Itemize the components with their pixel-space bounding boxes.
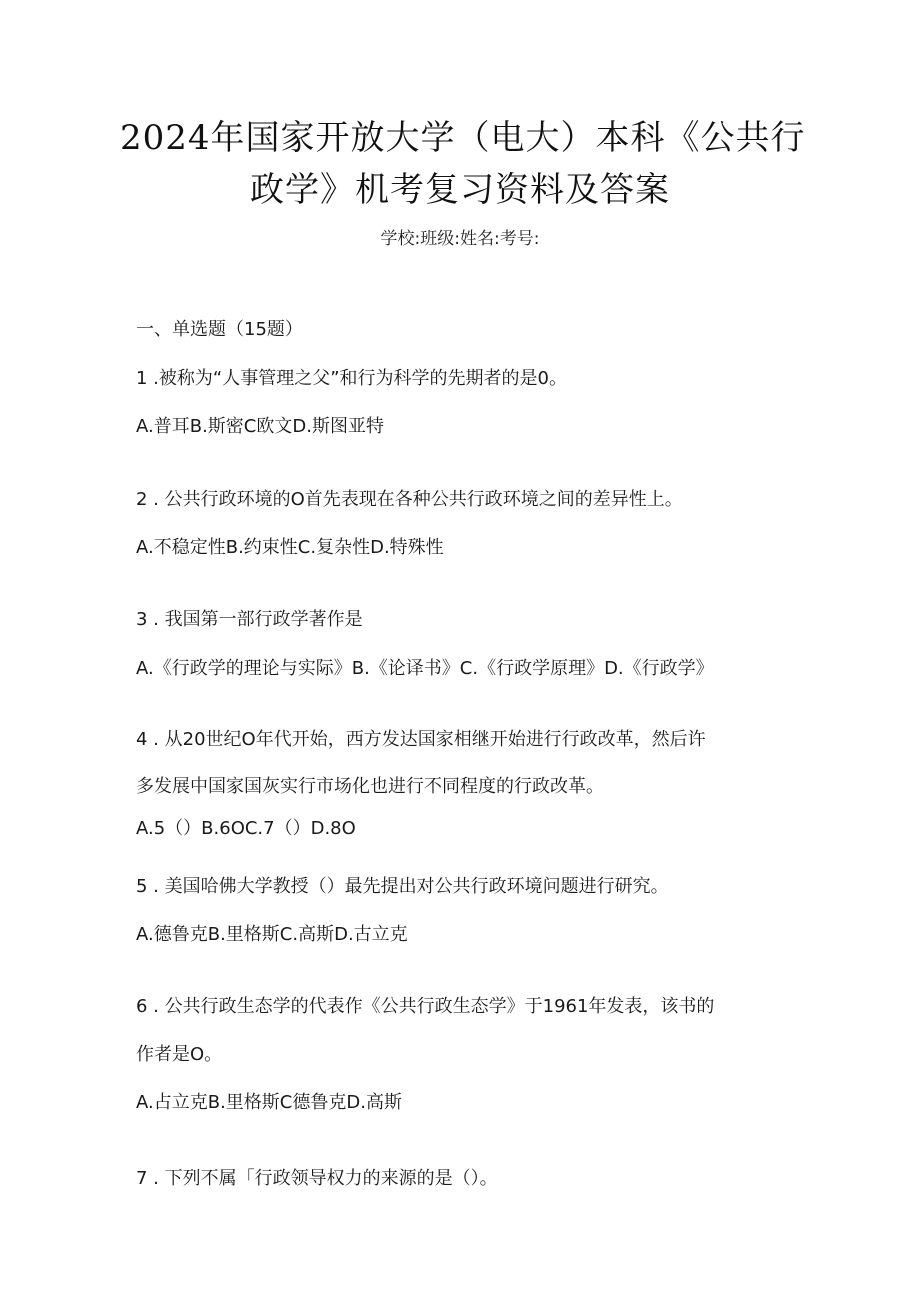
student-info-line: 学校:班级:姓名:考号: [380, 229, 540, 249]
question-3-options: A.《行政学的理论与实际》B.《论译书》C.《行政学原理》D.《行政学》 [136, 658, 714, 679]
section-heading: 一、单选题（15题） [136, 319, 303, 340]
question-4-options: A.5（）B.6OC.7（）D.8O [136, 818, 356, 839]
question-3-text: 3 . 我国第一部行政学著作是 [136, 609, 363, 630]
question-2-options: A.不稳定性B.约束性C.复杂性D.特殊性 [136, 537, 444, 558]
question-5-options: A.德鲁克B.里格斯C.高斯D.古立克 [136, 924, 408, 945]
question-2-text: 2 . 公共行政环境的O首先表现在各种公共行政环境之间的差异性上。 [136, 489, 683, 510]
question-5-text: 5 . 美国哈佛大学教授（）最先提出对公共行政环境问题进行研究。 [136, 876, 669, 897]
question-7-text: 7 . 下列不属「行政领导权力的来源的是（）。 [136, 1168, 498, 1189]
question-6-text-line-2: 作者是O。 [136, 1044, 223, 1065]
question-6-options: A.占立克B.里格斯C德鲁克D.高斯 [136, 1092, 402, 1113]
question-1-options: A.普耳B.斯密C欧文D.斯图亚特 [136, 416, 384, 437]
question-6-text-line-1: 6 . 公共行政生态学的代表作《公共行政生态学》于1961年发表，该书的 [136, 996, 715, 1017]
question-4-text-line-1: 4 . 从20世纪O年代开始，西方发达国家相继开始进行行政改革，然后许 [136, 729, 706, 750]
question-4-text-line-2: 多发展中国家国灰实行市场化也进行不同程度的行政改革。 [136, 776, 604, 797]
question-1-text: 1 .被称为“人事管理之父”和行为科学的先期者的是0。 [136, 368, 567, 389]
document-title-line-2: 政学》机考复习资料及答案 [250, 170, 670, 210]
document-title-line-1: 2024年国家开放大学（电大）本科《公共行 [120, 118, 806, 158]
